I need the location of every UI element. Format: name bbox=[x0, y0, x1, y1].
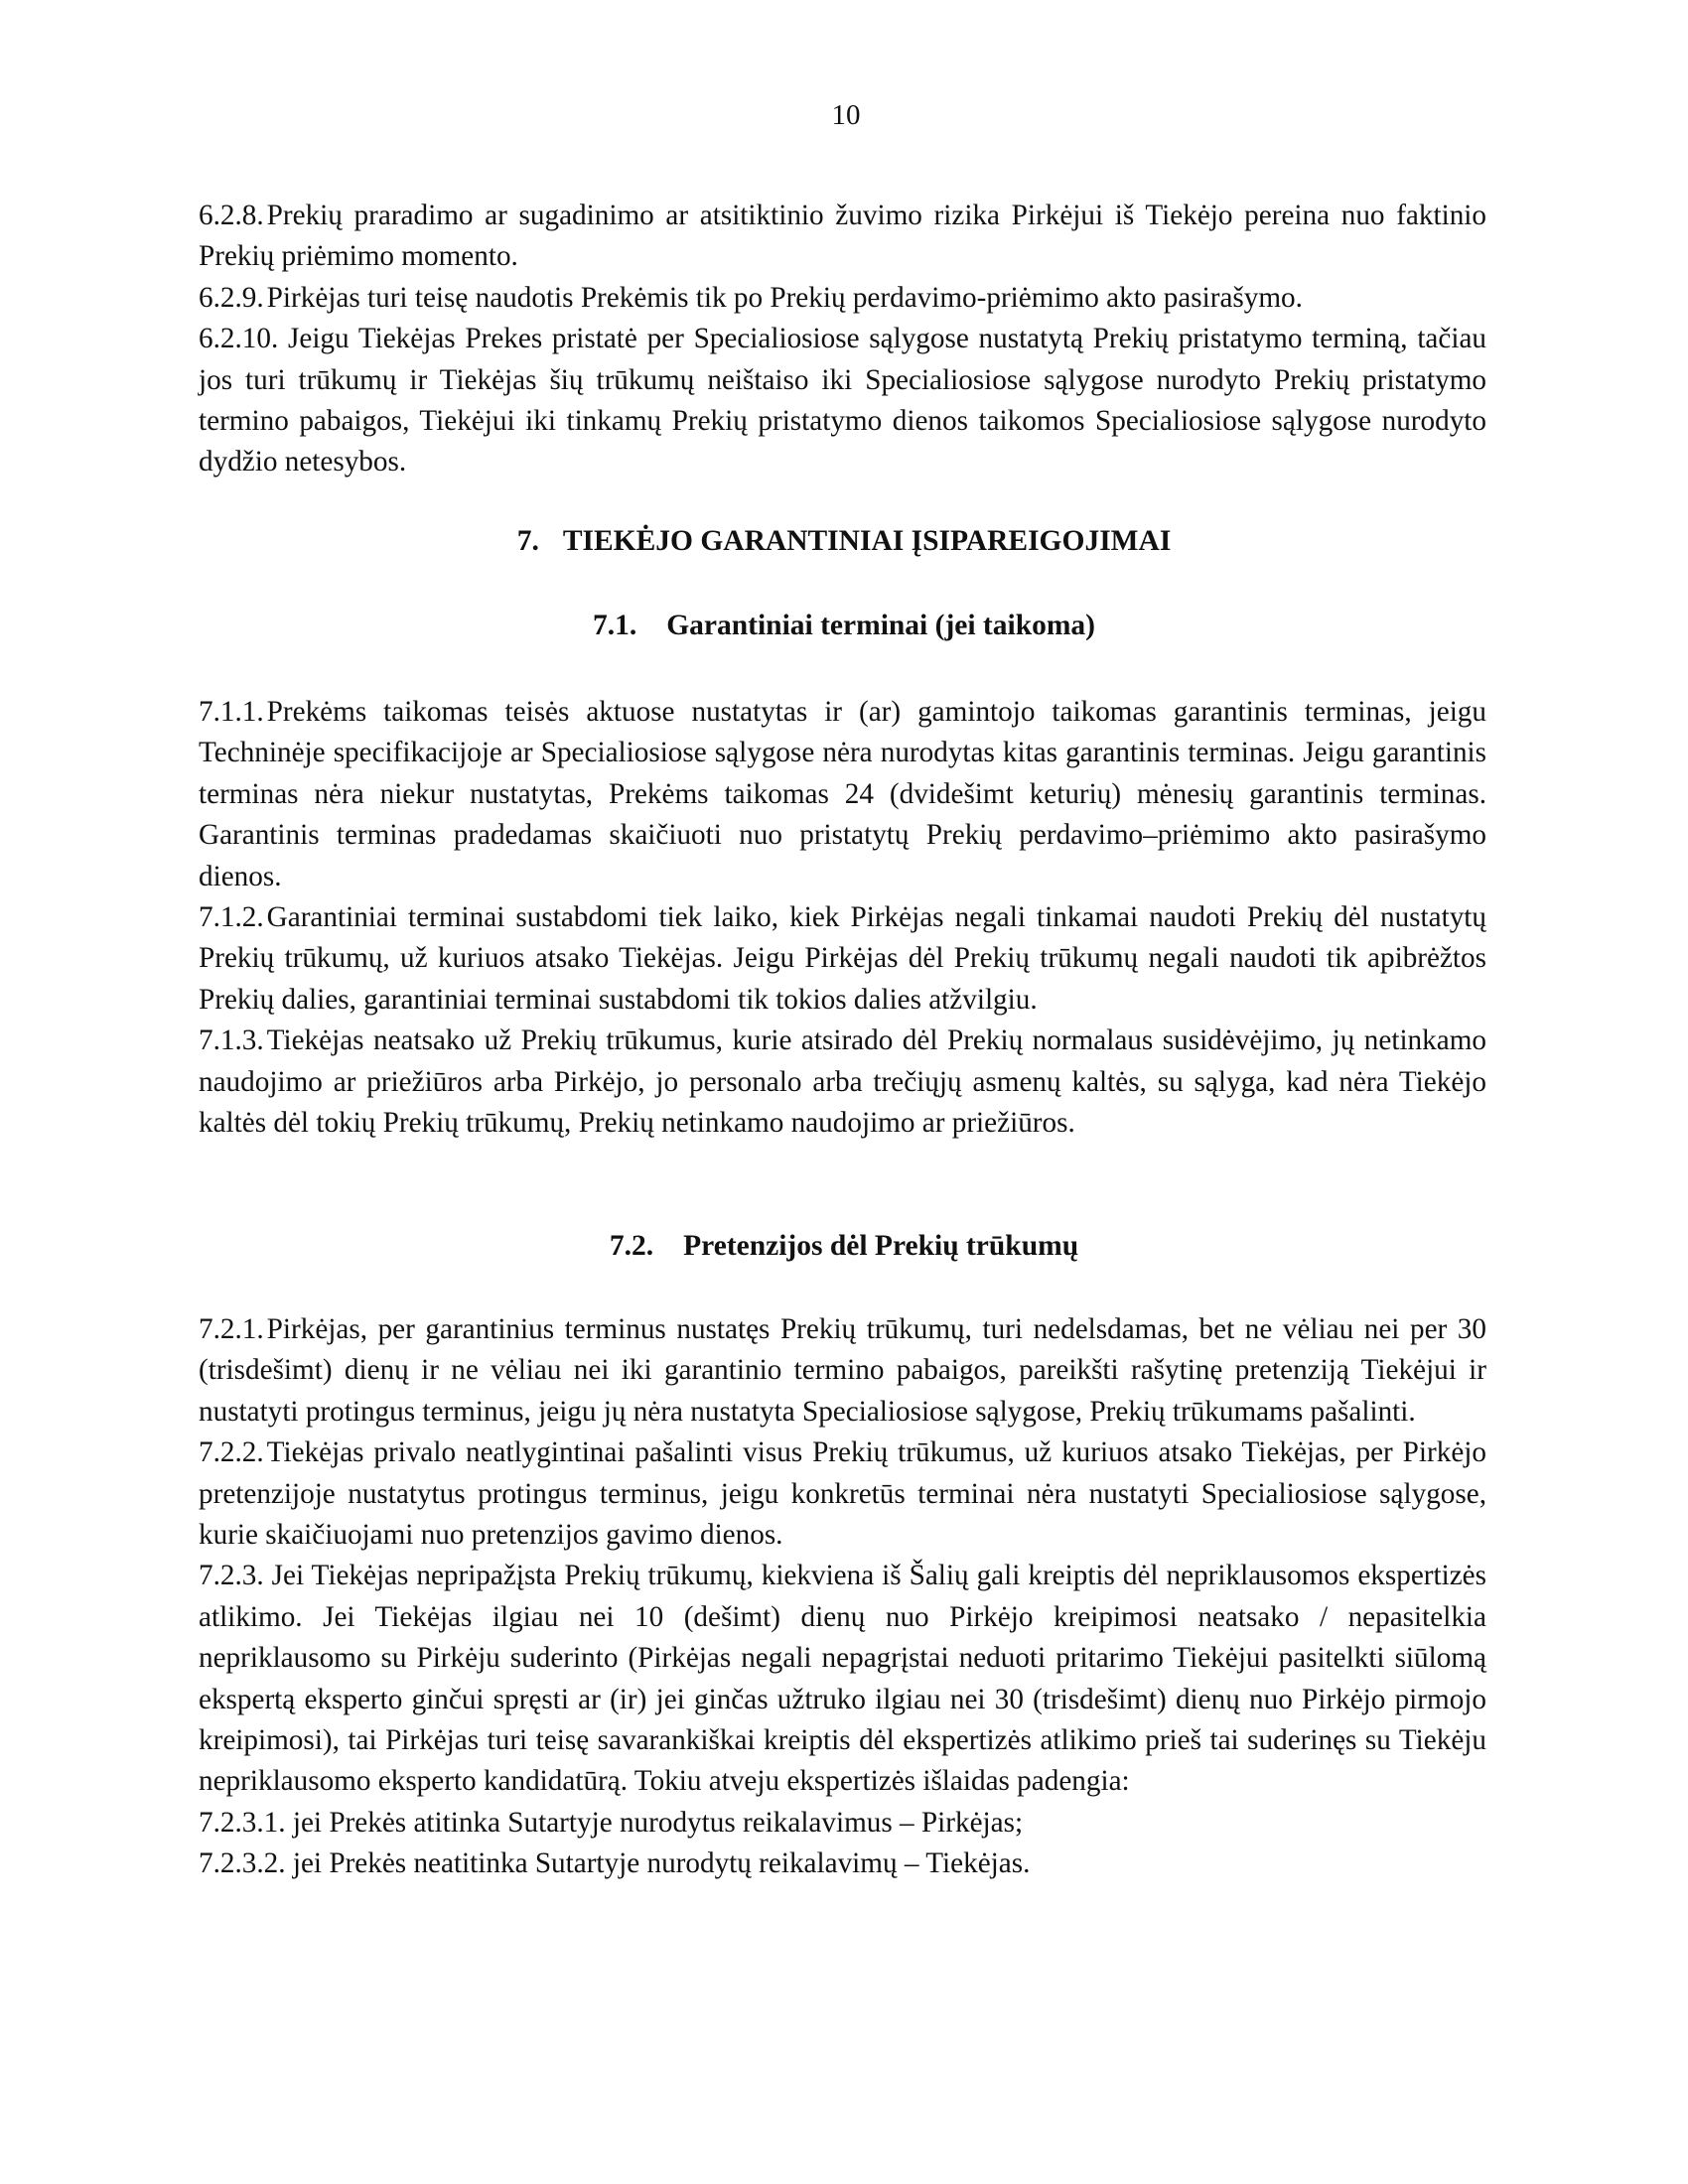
heading-number: 7.1. bbox=[592, 610, 637, 641]
clause-number: 7.2.1. bbox=[199, 1313, 264, 1345]
clause-number: 6.2.9. bbox=[199, 281, 264, 314]
subsection-7-1-items bbox=[199, 692, 1486, 1144]
clause-7-2-1 bbox=[199, 1309, 1486, 1433]
clause-number: 7.2.3. bbox=[199, 1560, 264, 1592]
subsection-7-2-items bbox=[199, 1309, 1486, 1885]
clause-number: 7.1.3. bbox=[199, 1024, 264, 1057]
heading-number: 7. bbox=[516, 525, 539, 557]
page-number: 10 bbox=[831, 99, 861, 131]
clause-7-1-3 bbox=[199, 1021, 1486, 1144]
clause-text: Pirkėjas, per garantinius terminus nustatęs Prekių trūkumų, turi nedelsdamas, bet ne vėliau nei per 30 (trisdešimt) dienų ir ne vėliau nei iki garantinio termino pabaigos, pareikšti rašytinę pretenziją Tiekėjui ir nustatyti protingus terminus, jeigu jų nėra nustatyta Specialiosiose sąlygose, Prekių trūkumams pašalinti. bbox=[199, 1313, 1486, 1428]
clause-number: 7.1.2. bbox=[199, 901, 264, 934]
heading-title: Pretenzijos dėl Prekių trūkumų bbox=[683, 1230, 1079, 1262]
subsection-7-1-heading bbox=[0, 605, 1688, 646]
clause-number: 6.2.8. bbox=[199, 200, 264, 231]
section-7-heading bbox=[0, 520, 1688, 562]
clause-6-2-8 bbox=[199, 196, 1486, 278]
clause-text: Tiekėjas neatsako už Prekių trūkumus, kurie atsirado dėl Prekių normalaus susidėvėjimo, jų netinkamo naudojimo ar priežiūros arba Pirkėjo, jo personalo arba trečiųjų asmenų kaltės, su sąlyga, kad nėra Tiekėjo kaltės dėl tokių Prekių trūkumų, Prekių netinkamo naudojimo ar priežiūros. bbox=[199, 1024, 1486, 1140]
clause-number: 7.2.2. bbox=[199, 1436, 264, 1469]
heading-number: 7.2. bbox=[609, 1230, 654, 1262]
clause-text: Pirkėjas turi teisę naudotis Prekėmis tik po Prekių perdavimo-priėmimo akto pasirašymo. bbox=[266, 281, 1303, 314]
clause-text: Prekių praradimo ar sugadinimo ar atsitiktinio žuvimo rizika Pirkėjui iš Tiekėjo pereina nuo faktinio Prekių priėmimo momento. bbox=[199, 200, 1486, 273]
clause-text: jei Prekės neatitinka Sutartyje nurodytų reikalavimų – Tiekėjas. bbox=[292, 1847, 1031, 1880]
heading-title: Garantiniai terminai (jei taikoma) bbox=[666, 610, 1096, 641]
clause-number: 7.1.1. bbox=[199, 696, 264, 728]
clause-7-1-1 bbox=[199, 692, 1486, 897]
clause-7-2-3-1 bbox=[199, 1803, 1486, 1843]
clause-text: Jeigu Tiekėjas Prekes pristatė per Specialiosiose sąlygose nustatytą Prekių pristatymo terminą, tačiau jos turi trūkumų ir Tiekėjas šių trūkumų neištaiso iki Specialiosiose sąlygose nurodyto Prekių pristatymo termino pabaigos, Tiekėjui iki tinkamų Prekių pristatymo dienos taikomos Specialiosiose sąlygose nurodyto dydžio netesybos. bbox=[199, 323, 1486, 478]
clause-number: 6.2.10. bbox=[199, 323, 279, 355]
clause-6-2-10 bbox=[199, 319, 1486, 483]
subsection-7-2-heading bbox=[0, 1225, 1688, 1267]
clause-7-2-3-2 bbox=[199, 1843, 1486, 1884]
clause-text: Prekėms taikomas teisės aktuose nustatytas ir (ar) gamintojo taikomas garantinis terminas, jeigu Techninėje specifikacijoje ar Specialiosiose sąlygose nėra nurodytas kitas garantinis terminas. Jeigu garantinis terminas nėra niekur nustatytas, Prekėms taikomas 24 (dvidešimt keturių) mėnesių garantinis terminas. Garantinis terminas pradedamas skaičiuoti nuo pristatytų Prekių perdavimo–priėmimo akto pasirašymo dienos. bbox=[199, 696, 1486, 892]
clause-text: jei Prekės atitinka Sutartyje nurodytus reikalavimus – Pirkėjas; bbox=[292, 1806, 1024, 1839]
clause-7-1-2 bbox=[199, 897, 1486, 1021]
section-6-items bbox=[199, 196, 1486, 483]
clause-text: Tiekėjas privalo neatlygintinai pašalinti visus Prekių trūkumus, už kuriuos atsako Tiekėjas, per Pirkėjo pretenzijoje nustatytus protingus terminus, jeigu konkretūs terminai nėra nustatyti Specialiosiose sąlygose, kurie skaičiuojami nuo pretenzijos gavimo dienos. bbox=[199, 1436, 1486, 1552]
clause-6-2-9 bbox=[199, 278, 1486, 319]
clause-text: Jei Tiekėjas nepripažįsta Prekių trūkumų, kiekviena iš Šalių gali kreiptis dėl nepriklausomos ekspertizės atlikimo. Jei Tiekėjas ilgiau nei 10 (dešimt) dienų nuo Pirkėjo kreipimosi neatsako / nepasitelkia nepriklausomo su Pirkėju suderinto (Pirkėjas negali nepagrįstai neduoti pritarimo Tiekėjui pasitelkti siūlomą ekspertą eksperto ginčui spręsti ar (ir) jei ginčas užtruko ilgiau nei 30 (trisdešimt) dienų nuo Pirkėjo pirmojo kreipimosi), tai Pirkėjas turi teisę savarankiškai kreiptis dėl ekspertizės atlikimo prieš tai suderinęs su Tiekėju nepriklausomo eksperto kandidatūrą. Tokiu atveju ekspertizės išlaidas padengia: bbox=[199, 1560, 1486, 1798]
clause-7-2-3 bbox=[199, 1556, 1486, 1802]
clause-text: Garantiniai terminai sustabdomi tiek laiko, kiek Pirkėjas negali tinkamai naudoti Prekių dėl nustatytų Prekių trūkumų, už kuriuos atsako Tiekėjas. Jeigu Pirkėjas dėl Prekių trūkumų negali naudoti tik apibrėžtos Prekių dalies, garantiniai terminai sustabdomi tik tokios dalies atžvilgiu. bbox=[199, 901, 1486, 1016]
clause-number: 7.2.3.1. bbox=[199, 1806, 286, 1839]
clause-7-2-2 bbox=[199, 1433, 1486, 1556]
clause-number: 7.2.3.2. bbox=[199, 1847, 286, 1880]
heading-title: TIEKĖJO GARANTINIAI ĮSIPAREIGOJIMAI bbox=[562, 525, 1172, 557]
